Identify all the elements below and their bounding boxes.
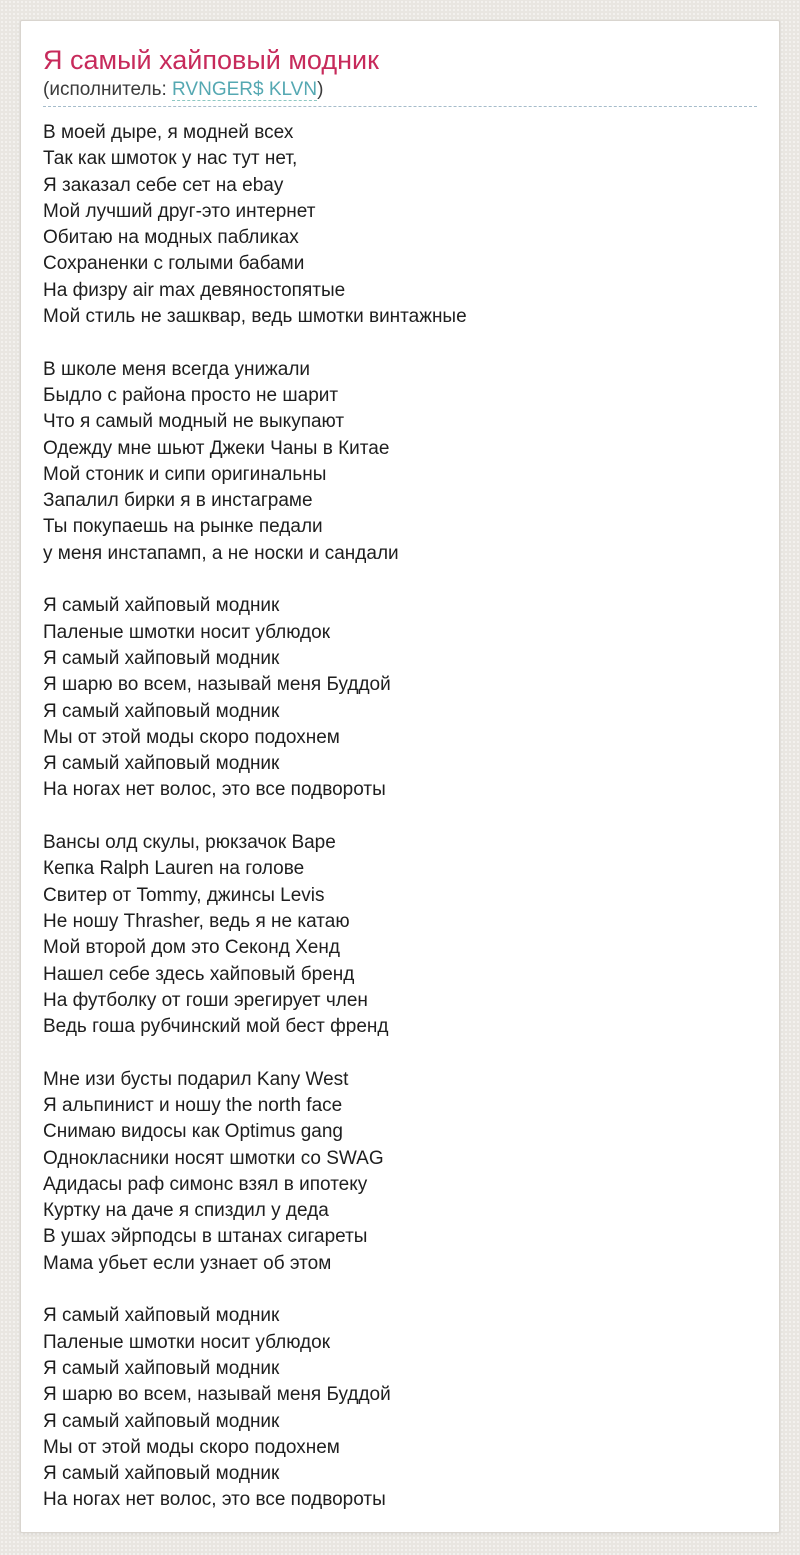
lyric-line: На физру air max девяностопятые: [43, 279, 346, 301]
lyric-line: Я самый хайповый модник: [43, 753, 280, 775]
lyric-line: Так как шмоток у нас тут нет,: [43, 148, 298, 170]
lyric-line: На ногах нет волос, это все подвороты: [43, 779, 386, 801]
lyric-line: Паленые шмотки носит ублюдок: [43, 621, 331, 643]
lyric-line: Одежду мне шьют Джеки Чаны в Китае: [43, 437, 390, 459]
lyric-line: На ногах нет волос, это все подвороты: [43, 1489, 386, 1511]
lyric-line: Вансы олд скулы, рюкзачок Bape: [43, 832, 336, 854]
song-header: [43, 45, 757, 107]
lyric-line: Мой стоник и сипи оригинальны: [43, 463, 327, 485]
lyric-line: Паленые шмотки носит ублюдок: [43, 1331, 331, 1353]
verse-5: [43, 1067, 757, 1277]
lyric-line: у меня инстапамп, а не носки и сандали: [43, 542, 399, 564]
verse-4: [43, 830, 757, 1040]
lyric-line: Я самый хайповый модник: [43, 1410, 280, 1432]
lyric-line: Я самый хайповый модник: [43, 1357, 280, 1379]
lyric-line: Нашел себе здесь хайповый бренд: [43, 963, 355, 985]
lyric-line: В моей дыре, я модней всех: [43, 122, 294, 143]
lyric-line: В ушах эйрподсы в штанах сигареты: [43, 1226, 368, 1248]
lyric-line: Снимаю видосы как Optimus gang: [43, 1121, 343, 1143]
lyric-line: Куртку на даче я спиздил у деда: [43, 1200, 329, 1222]
lyric-line: Однокласники носят шмотки со SWAG: [43, 1147, 384, 1169]
lyric-line: Адидасы раф симонс взял в ипотеку: [43, 1173, 368, 1195]
lyric-line: Я самый хайповый модник: [43, 1305, 280, 1327]
artist-label-close: ): [317, 79, 324, 100]
lyric-line: Ты покупаешь на рынке педали: [43, 516, 323, 538]
lyric-line: Что я самый модный не выкупают: [43, 411, 345, 433]
lyric-line: Я самый хайповый модник: [43, 595, 280, 617]
lyric-line: Быдло с района просто не шарит: [43, 384, 339, 406]
lyric-line: Я самый хайповый модник: [43, 647, 280, 669]
lyric-line: На футболку от гоши эрегирует член: [43, 989, 368, 1011]
lyric-line: Запалил бирки я в инстаграме: [43, 490, 313, 512]
lyric-line: Не ношу Thrasher, ведь я не катаю: [43, 910, 350, 932]
verse-1: [43, 120, 757, 330]
artist-link[interactable]: RVNGER$ KLVN: [172, 79, 318, 100]
lyric-line: Я самый хайповый модник: [43, 1463, 280, 1485]
song-title: Я самый хайповый модник: [43, 45, 379, 75]
lyric-line: Мне изи бусты подарил Kany West: [43, 1068, 349, 1090]
artist-label: (исполнитель:: [43, 79, 167, 100]
lyric-line: Я самый хайповый модник: [43, 700, 280, 722]
lyric-line: Свитер от Tommy, джинсы Levis: [43, 884, 325, 906]
lyric-line: В школе меня всегда унижали: [43, 358, 311, 380]
verse-3-chorus: [43, 593, 757, 803]
verse-6-chorus: [43, 1303, 757, 1513]
lyric-line: Я шарю во всем, называй меня Буддой: [43, 1384, 391, 1406]
artist-line: [43, 79, 757, 100]
lyric-line: Я альпинист и ношу the north face: [43, 1094, 343, 1116]
lyric-line: Мы от этой моды скоро подохнем: [43, 1436, 340, 1458]
verse-2: [43, 357, 757, 567]
lyric-line: Я заказал себе сет на ebay: [43, 174, 284, 196]
lyrics-text: [43, 107, 757, 1514]
lyric-line: Мой лучший друг-это интернет: [43, 200, 316, 222]
lyric-line: Ведь гоша рубчинский мой бест френд: [43, 1016, 389, 1038]
lyrics-card: [20, 20, 780, 1533]
lyric-line: Мой второй дом это Секонд Хенд: [43, 937, 340, 959]
lyric-line: Мой стиль не зашквар, ведь шмотки винтажные: [43, 306, 467, 328]
lyric-line: Я шарю во всем, называй меня Буддой: [43, 674, 391, 696]
lyric-line: Мама убьет если узнает об этом: [43, 1252, 332, 1274]
lyric-line: Кепка Ralph Lauren на голове: [43, 858, 305, 880]
lyric-line: Обитаю на модных пабликах: [43, 227, 299, 249]
lyric-line: Сохраненки с голыми бабами: [43, 253, 305, 275]
lyric-line: Мы от этой моды скоро подохнем: [43, 726, 340, 748]
